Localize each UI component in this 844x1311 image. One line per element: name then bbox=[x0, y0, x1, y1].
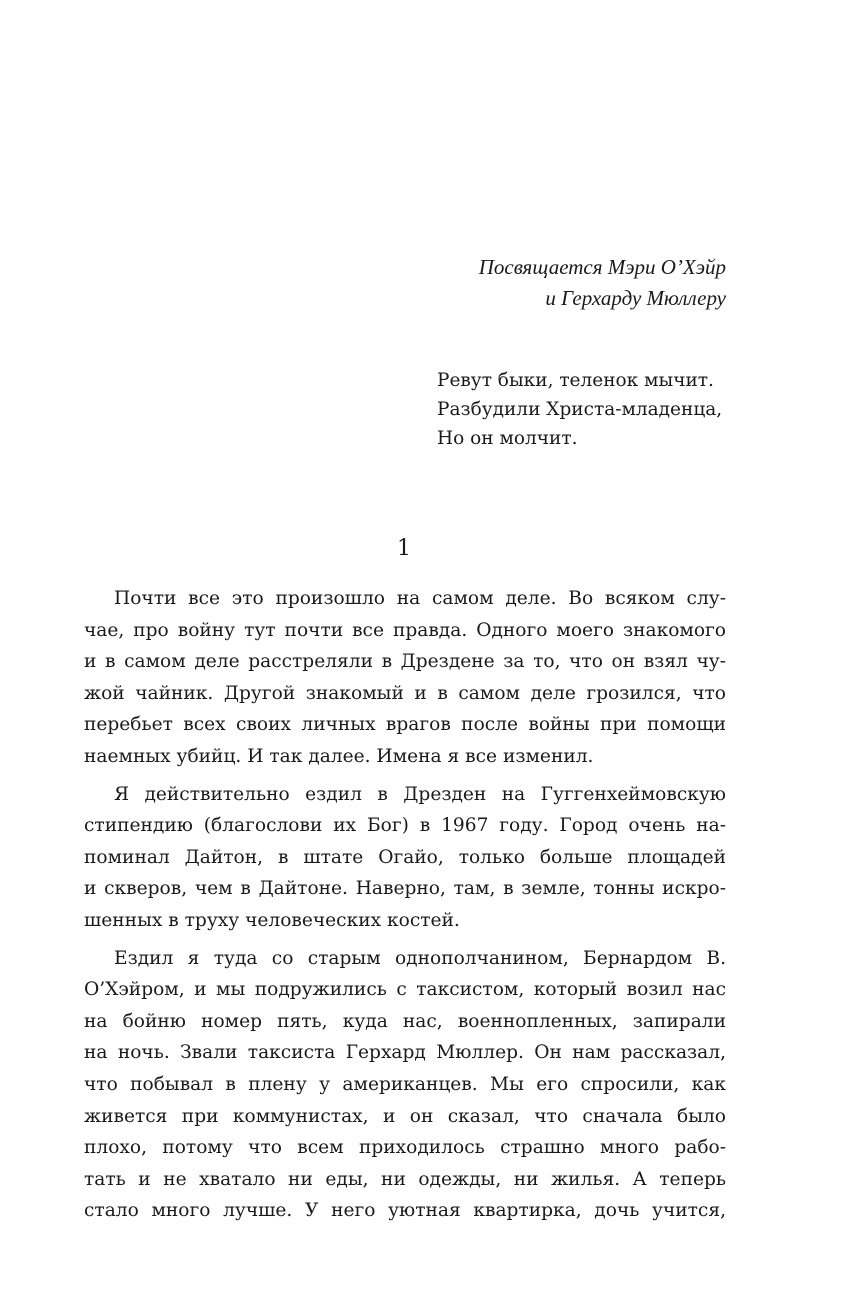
text-line: плохо, потому что всем приходилось страшно много рабо- bbox=[84, 1137, 726, 1159]
epigraph-line: Но он молчит. bbox=[437, 428, 578, 449]
text-line: тать и не хватало ни еды, ни одежды, ни жилья. А теперь bbox=[84, 1168, 726, 1190]
text-line: перебьет всех своих личных врагов после войны при помощи bbox=[84, 714, 726, 736]
paragraph bbox=[84, 779, 726, 937]
text-line: на бойню номер пять, куда нас, военнопленных, запирали bbox=[84, 1010, 726, 1032]
text-line: стипендию (благослови их Бог) в 1967 году. Город очень на- bbox=[84, 815, 726, 837]
text-line: чае, про войну тут почти все правда. Одного моего знакомого bbox=[84, 619, 726, 641]
text-line: Почти все это произошло на самом деле. Во всяком слу- bbox=[114, 588, 726, 609]
epigraph-line: Разбудили Христа-младенца, bbox=[437, 399, 723, 420]
text-line: шенных в труху человеческих костей. bbox=[84, 909, 460, 931]
dedication-line: Посвящается Мэри О’Хэйр bbox=[478, 255, 726, 279]
text-line: Ездил я туда со старым однополчанином, Бернардом В. bbox=[114, 947, 726, 969]
epigraph-line: Ревут быки, теленок мычит. bbox=[437, 370, 714, 391]
text-line: что побывал в плену у американцев. Мы его спросили, как bbox=[84, 1073, 726, 1095]
text-line: и в самом деле расстреляли в Дрездене за то, что он взял чу- bbox=[84, 651, 726, 673]
text-line: жой чайник. Другой знакомый и в самом деле грозился, что bbox=[84, 682, 726, 704]
dedication-line: и Герхарду Мюллеру bbox=[545, 286, 726, 310]
epigraph bbox=[437, 366, 722, 453]
text-line: наемных убийц. И так далее. Имена я все изменил. bbox=[84, 745, 594, 767]
text-line: поминал Дайтон, в штате Огайо, только больше площадей bbox=[84, 846, 726, 868]
text-line: стало много лучше. У него уютная квартирка, дочь учится, bbox=[84, 1200, 726, 1222]
dedication bbox=[0, 252, 726, 314]
text-line: О’Хэйром, и мы подружились с таксистом, который возил нас bbox=[84, 979, 726, 1001]
chapter-number: 1 bbox=[397, 536, 411, 561]
paragraph bbox=[84, 943, 726, 1227]
text-line: на ночь. Звали таксиста Герхард Мюллер. Он нам рассказал, bbox=[84, 1042, 726, 1064]
text-line: Я действительно ездил в Дрезден на Гуггенхеймовскую bbox=[114, 783, 726, 805]
paragraph bbox=[84, 583, 726, 773]
body-text bbox=[84, 583, 726, 1233]
text-line: живется при коммунистах, и он сказал, что сначала было bbox=[84, 1105, 726, 1127]
text-line: и скверов, чем в Дайтоне. Наверно, там, в земле, тонны искро- bbox=[84, 878, 726, 900]
